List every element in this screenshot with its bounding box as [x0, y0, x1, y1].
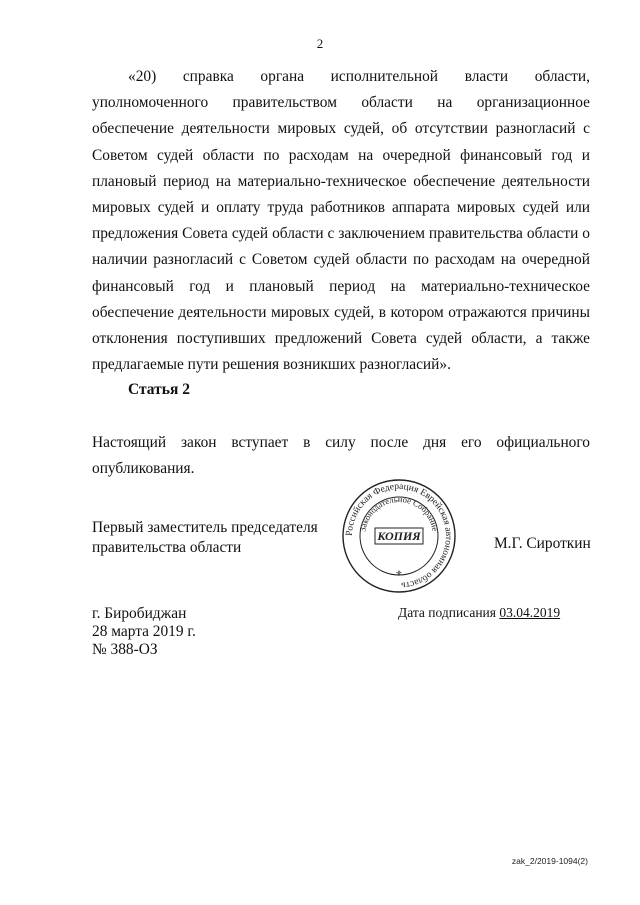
signing-date	[398, 605, 560, 621]
paragraph-20-text: «20) справка органа исполнительной власти области, уполномоченного правительством области на организационное обеспечение деятельности мировых судей, об отсутствии разногласий с Советом судей области по расходам на очередной финансовый год и плановый период на материально-техническое обеспечение деятельности мировых судей и оплату труда работников аппарата мировых судей или предложения Совета судей области с заключением правительства области о наличии разногласий с Советом судей области по расходам на очередной финансовый год и плановый период на материально-техническое обеспечение деятельности мировых судей, в котором отражаются причины отклонения поступивших предложений Совета судей области, а также предлагаемые пути решения возникших разногласий».	[92, 68, 590, 374]
law-number: № 388-ОЗ	[92, 641, 158, 658]
stamp-center-text: КОПИЯ	[377, 529, 421, 543]
official-stamp	[339, 476, 459, 596]
paragraph-effective	[92, 430, 590, 482]
paragraph-effective-text: Настоящий закон вступает в силу после дня его официального опубликования.	[92, 434, 590, 478]
adoption-date: 28 марта 2019 г.	[92, 623, 196, 640]
article-heading: Статья 2	[128, 381, 190, 398]
signatory-position	[92, 518, 318, 558]
signing-date-value: 03.04.2019	[499, 605, 561, 620]
page-number: 2	[316, 36, 324, 51]
stamp-ring-text: Российская Федерация Еврейская автономная область	[344, 481, 454, 590]
signatory-name: М.Г. Сироткин	[494, 535, 591, 552]
city: г. Биробиджан	[92, 605, 187, 622]
footer-code: zak_2/2019-1094(2)	[511, 856, 588, 866]
place-and-date	[92, 605, 196, 659]
signatory-position-line2: правительства области	[92, 539, 242, 556]
paragraph-20	[92, 64, 590, 378]
stamp-inner-text: Законодательное Собрание	[357, 493, 441, 533]
signatory-position-line1: Первый заместитель председателя	[92, 519, 318, 536]
signing-date-label: Дата подписания	[398, 605, 496, 620]
stamp-emblem-icon: ⚜	[395, 569, 403, 578]
